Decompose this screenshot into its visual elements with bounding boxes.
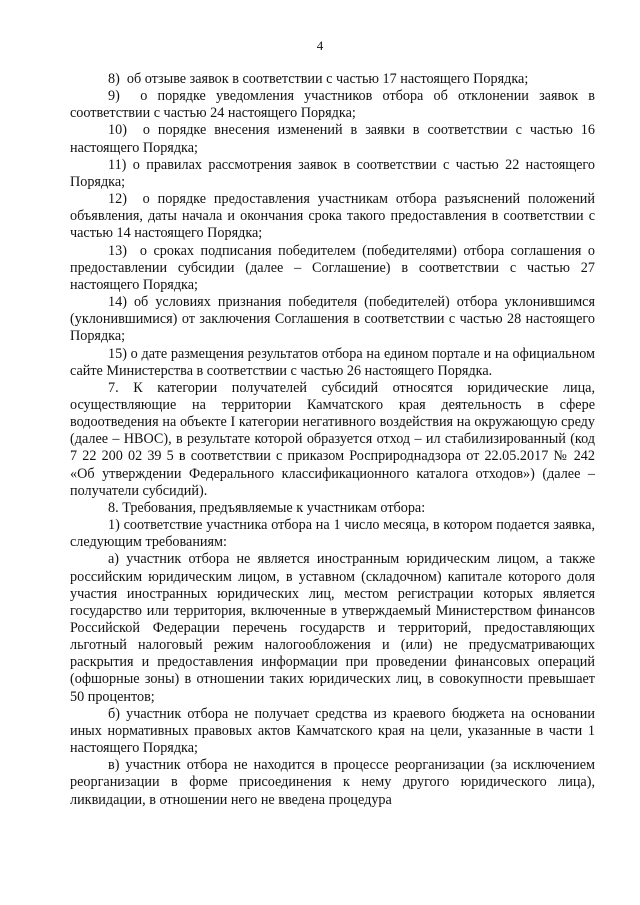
- paragraph-item-15: 15) о дате размещения результатов отбора на едином портале и на официальном сайте Министерства в соответствии с частью 26 настоящего Порядка.: [70, 345, 595, 379]
- paragraph-requirement-b: б) участник отбора не получает средства из краевого бюджета на основании иных нормативных правовых актов Камчатского края на цели, указанные в части 1 настоящего Порядка;: [70, 705, 595, 757]
- paragraph-item-8: 8) об отзыве заявок в соответствии с частью 17 настоящего Порядка;: [108, 71, 529, 87]
- page-number: 4: [316, 38, 324, 53]
- paragraph-requirement-1: 1) соответствие участника отбора на 1 число месяца, в котором подается заявка, следующим требованиям:: [70, 517, 595, 551]
- paragraph-section-7: 7. К категории получателей субсидий относятся юридические лица, осуществляющие на территории Камчатского края деятельность в сфере водоотведения на объекте I категории негативного воздействия на окружающую среду (далее – НВОС), в результате которой образуется отход – ил стабилизированный (код 7 22 200 02 39 5 в соответствии с приказом Росприроднадзора от 22.05.2017 № 242 «Об утверждении Федерального классификационного каталога отходов») (далее – получатели субсидий).: [70, 379, 595, 499]
- paragraph-item-9: 9) о порядке уведомления участников отбора об отклонении заявок в соответствии с частью 24 настоящего Порядка;: [70, 88, 595, 122]
- paragraph-item-10: 10) о порядке внесения изменений в заявки в соответствии с частью 16 настоящего Порядка;: [70, 122, 595, 156]
- paragraph-item-12: 12) о порядке предоставления участникам отбора разъяснений положений объявления, даты начала и окончания срока такого предоставления в соответствии с частью 14 настоящего Порядка;: [70, 191, 595, 242]
- document-body: [70, 71, 595, 809]
- paragraph-section-8: 8. Требования, предъявляемые к участникам отбора:: [108, 499, 426, 516]
- paragraph-item-13: 13) о сроках подписания победителем (победителями) отбора соглашения о предоставлении субсидии (далее – Соглашение) в соответствии с частью 27 настоящего Порядка;: [70, 242, 595, 293]
- paragraph-item-11: 11) о правилах рассмотрения заявок в соответствии с частью 22 настоящего Порядка;: [70, 156, 595, 190]
- paragraph-item-14: 14) об условиях признания победителя (победителей) отбора уклонившимся (уклонившимися) от заключения Соглашения в соответствии с частью 28 настоящего Порядка;: [70, 294, 595, 345]
- paragraph-requirement-v: в) участник отбора не находится в процессе реорганизации (за исключением реорганизации в форме присоединения к нему другого юридического лица), ликвидации, в отношении него не введена процедура: [70, 757, 595, 808]
- paragraph-requirement-a: а) участник отбора не является иностранным юридическим лицом, а также российским юридическим лицом, в уставном (складочном) капитале которого доля участия иностранных юридических лиц, местом регистрации которых является государство или территория, включенные в утверждаемый Министерством финансов Российской Федерации перечень государств и территорий, предоставляющих льготный налоговый режим налогообложения и (или) не предусматривающих раскрытия и предоставления информации при проведении финансовых операций (офшорные зоны) в отношении таких юридических лиц, в совокупности превышает 50 процентов;: [70, 551, 595, 705]
